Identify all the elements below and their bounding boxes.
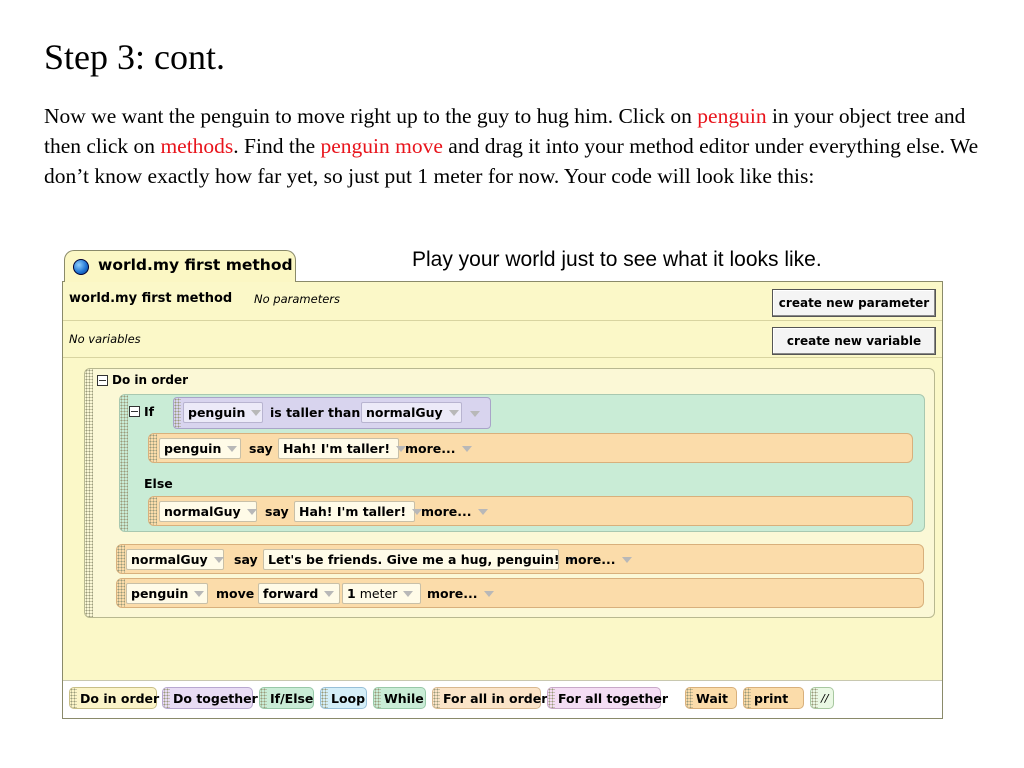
drag-handle[interactable] xyxy=(149,434,157,462)
dropdown-arrow-icon xyxy=(194,591,204,597)
palette-label: If/Else xyxy=(270,690,314,706)
collapse-icon[interactable] xyxy=(97,375,108,386)
say-text-dropdown[interactable] xyxy=(294,501,415,522)
dropdown-arrow-icon xyxy=(251,410,261,416)
dropdown-arrow-icon xyxy=(462,446,472,452)
drag-handle[interactable] xyxy=(120,395,128,531)
drag-handle xyxy=(433,688,440,708)
dropdown-arrow-icon xyxy=(449,410,459,416)
dropdown-arrow-icon xyxy=(403,591,413,597)
say-text-dropdown[interactable] xyxy=(263,549,559,570)
body-text-1: Now we want the penguin to move right up to the guy to hug him. Click on xyxy=(44,104,698,128)
palette-print[interactable] xyxy=(743,687,804,709)
method-tab[interactable] xyxy=(64,250,296,282)
palette-loop[interactable] xyxy=(320,687,367,709)
drag-handle[interactable] xyxy=(149,497,157,525)
condition-menu-arrow-icon[interactable] xyxy=(470,411,480,417)
if-condition-block[interactable] xyxy=(173,397,491,429)
highlight-methods: methods xyxy=(160,134,234,158)
palette-label: For all together xyxy=(558,690,668,706)
highlight-penguin-move: penguin move xyxy=(320,134,443,158)
palette-label: Loop xyxy=(331,690,366,706)
direction-dropdown[interactable] xyxy=(258,583,340,604)
direction-value: forward xyxy=(263,586,319,601)
palette-while[interactable] xyxy=(373,687,426,709)
do-in-order-label: Do in order xyxy=(112,373,189,387)
object-value: normalGuy xyxy=(164,504,241,519)
highlight-penguin: penguin xyxy=(697,104,767,128)
body-text-2: in your object tree and then click on xyxy=(44,104,966,158)
caption: Play your world just to see what it looks like. xyxy=(412,248,822,271)
more-label: more... xyxy=(421,504,472,519)
method-name: world.my first method xyxy=(69,291,233,306)
condition-right-value: normalGuy xyxy=(366,405,443,420)
control-palette xyxy=(63,680,942,718)
create-new-variable-button[interactable]: create new variable xyxy=(772,327,936,355)
dropdown-arrow-icon xyxy=(227,446,237,452)
object-value: penguin xyxy=(164,441,222,456)
collapse-icon[interactable] xyxy=(129,406,140,417)
say-text-value: Let's be friends. Give me a hug, penguin! xyxy=(268,552,560,567)
object-dropdown[interactable] xyxy=(126,549,224,570)
dropdown-arrow-icon xyxy=(484,591,494,597)
if-label: If xyxy=(144,404,155,419)
dropdown-arrow-icon xyxy=(214,557,224,563)
distance-unit: meter xyxy=(359,586,398,601)
distance-dropdown[interactable] xyxy=(342,583,421,604)
drag-handle xyxy=(70,688,77,708)
palette-for-all-in-order[interactable] xyxy=(432,687,548,709)
say-text-value: Hah! I'm taller! xyxy=(299,504,407,519)
palette-comment[interactable] xyxy=(810,687,834,709)
no-parameters-label: No parameters xyxy=(254,292,340,306)
body-text-3: . Find the xyxy=(233,134,321,158)
method-verb: say xyxy=(249,441,273,456)
say-text-dropdown[interactable] xyxy=(278,438,399,459)
palette-label: For all in order xyxy=(443,690,548,706)
palette-label: While xyxy=(384,690,424,706)
else-say-statement[interactable] xyxy=(148,496,913,526)
object-value: penguin xyxy=(131,586,189,601)
palette-do-in-order[interactable] xyxy=(69,687,160,709)
object-dropdown[interactable] xyxy=(159,501,257,522)
more-dropdown[interactable] xyxy=(423,583,498,604)
drag-handle xyxy=(321,688,328,708)
if-else-block[interactable] xyxy=(119,394,925,532)
slide-body-text xyxy=(44,101,994,191)
drag-handle xyxy=(548,688,555,708)
variables-row xyxy=(63,320,942,358)
palette-label: // xyxy=(821,691,829,705)
more-label: more... xyxy=(427,586,478,601)
object-value: normalGuy xyxy=(131,552,208,567)
penguin-move-statement[interactable] xyxy=(116,578,924,608)
distance-amount: 1 xyxy=(347,586,356,601)
method-header-row xyxy=(63,282,942,321)
dropdown-arrow-icon xyxy=(622,557,632,563)
more-label: more... xyxy=(565,552,616,567)
drag-handle[interactable] xyxy=(117,545,125,573)
friends-say-statement[interactable] xyxy=(116,544,924,574)
no-variables-label: No variables xyxy=(69,332,141,346)
drag-handle xyxy=(260,688,267,708)
else-label: Else xyxy=(144,476,173,491)
if-say-statement[interactable] xyxy=(148,433,913,463)
create-new-parameter-button[interactable]: create new parameter xyxy=(772,289,936,317)
dropdown-arrow-icon xyxy=(324,591,334,597)
object-dropdown[interactable] xyxy=(126,583,208,604)
palette-label: Wait xyxy=(696,690,729,706)
condition-operator: is taller than xyxy=(270,405,361,420)
palette-label: Do in order xyxy=(80,690,160,706)
world-globe-icon xyxy=(73,259,89,275)
palette-if-else[interactable] xyxy=(259,687,314,709)
palette-do-together[interactable] xyxy=(162,687,258,709)
method-verb: say xyxy=(234,552,258,567)
drag-handle[interactable] xyxy=(117,579,125,607)
body-text-4: and drag it into your method editor under everything else. We don’t know exactly how far yet, so just put 1 meter for now. Your code will look like this: xyxy=(44,134,979,188)
more-dropdown[interactable] xyxy=(561,549,636,570)
palette-label: print xyxy=(754,690,789,706)
drag-handle[interactable] xyxy=(174,398,181,428)
condition-left-dropdown[interactable] xyxy=(183,402,263,423)
condition-right-dropdown[interactable] xyxy=(361,402,462,423)
dropdown-arrow-icon xyxy=(478,509,488,515)
drag-handle xyxy=(744,688,751,708)
drag-handle xyxy=(374,688,381,708)
drag-handle xyxy=(163,688,170,708)
say-text-value: Hah! I'm taller! xyxy=(283,441,391,456)
method-verb: say xyxy=(265,504,289,519)
palette-for-all-together[interactable] xyxy=(547,687,668,709)
object-dropdown[interactable] xyxy=(159,438,241,459)
method-tab-label: world.my first method xyxy=(98,256,293,274)
palette-label: Do together xyxy=(173,690,258,706)
condition-left-value: penguin xyxy=(188,405,246,420)
more-dropdown[interactable] xyxy=(401,438,476,459)
drag-handle[interactable] xyxy=(85,369,93,617)
more-dropdown[interactable] xyxy=(417,501,492,522)
method-editor xyxy=(62,281,943,719)
dropdown-arrow-icon xyxy=(247,509,257,515)
drag-handle xyxy=(811,688,818,708)
slide-title: Step 3: cont. xyxy=(44,37,225,77)
more-label: more... xyxy=(405,441,456,456)
drag-handle xyxy=(686,688,693,708)
method-verb: move xyxy=(216,586,255,601)
palette-wait[interactable] xyxy=(685,687,737,709)
